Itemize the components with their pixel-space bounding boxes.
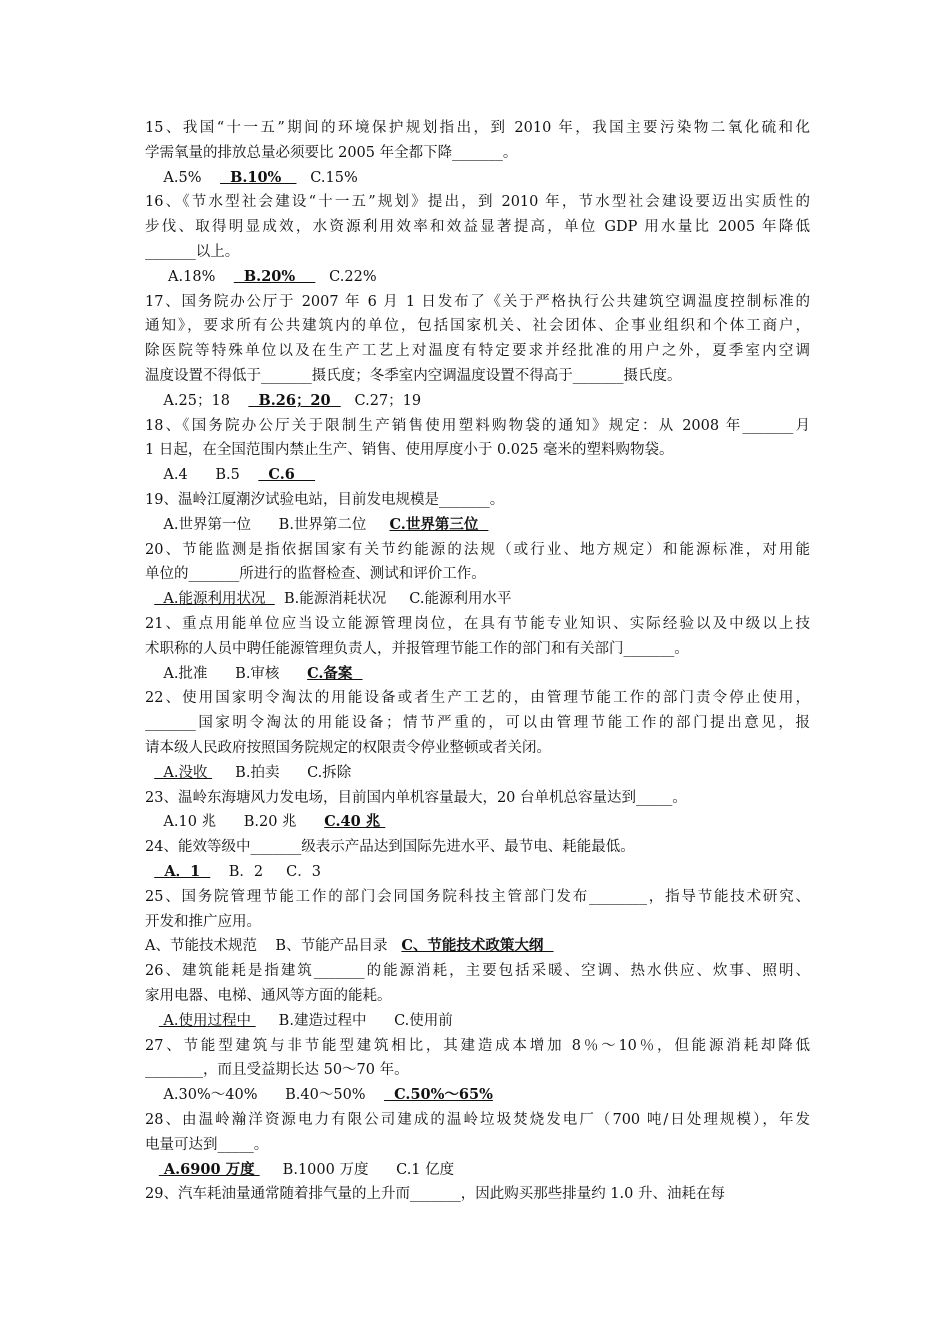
- question-29-line-1: 29、汽车耗油量通常随着排气量的上升而_______，因此购买那些排量约 1.0 升、油耗在每: [145, 1186, 725, 1202]
- answer-option: A.6900 万度: [158, 1161, 260, 1178]
- answer-option: C.50%～65%: [384, 1086, 493, 1103]
- question-19-line-1: 19、温岭江厦潮汐试验电站，目前发电规模是_______。: [145, 492, 505, 508]
- answer-option: A.使用过程中: [158, 1013, 256, 1029]
- question-28-line-2: 电量可达到_____。: [145, 1137, 269, 1153]
- question-22-line-2: _______国家明令淘汰的用能设备；情节严重的，可以由管理节能工作的部门提出意见，报: [145, 715, 810, 731]
- option-text: B.能源消耗状况 C.能源利用水平: [274, 591, 512, 607]
- option-text: A.10 兆 B.20 兆: [145, 814, 325, 830]
- answer-option: C.6: [258, 466, 316, 483]
- question-17-line-3: 除医院等特殊单位以及在生产工艺上对温度有特定要求并经批准的用户之外，夏季室内空调: [145, 343, 810, 359]
- answer-option: A.没收: [154, 765, 213, 781]
- question-22-line-3: 请本级人民政府按照国务院规定的权限责令停业整顿或者关闭。: [145, 740, 551, 756]
- question-25-line-2: 开发和推广应用。: [145, 914, 261, 930]
- question-18-line-2: 1 日起，在全国范围内禁止生产、销售、使用厚度小于 0.025 毫米的塑料购物袋。: [145, 442, 674, 458]
- question-28-options: [145, 1158, 810, 1182]
- option-text: A.批准 B.审核: [145, 666, 308, 682]
- option-text: B.1000 万度 C.1 亿度: [259, 1162, 455, 1178]
- question-22-options: [145, 761, 810, 785]
- question-16-options: [145, 265, 810, 289]
- option-text: A、节能技术规范 B、节能产品目录: [145, 938, 402, 954]
- question-21-line-1: 21、重点用能单位应当设立能源管理岗位，在具有节能专业知识、实际经验以及中级以上技: [145, 616, 810, 632]
- option-text: B．2 C．3: [210, 864, 321, 880]
- option-text: [145, 591, 154, 607]
- question-15-line-2: 学需氧量的排放总量必须要比 2005 年全都下降_______。: [145, 145, 518, 161]
- answer-option: C.世界第三位: [389, 516, 489, 533]
- option-text: [145, 1013, 159, 1029]
- question-27-line-2: ________，而且受益期长达 50～70 年。: [145, 1062, 409, 1078]
- question-18-line-1: 18、《国务院办公厅关于限制生产销售使用塑料购物袋的通知》规定：从 2008 年_______月: [145, 418, 810, 434]
- question-17-line-2: 通知》，要求所有公共建筑内的单位，包括国家机关、社会团体、企事业组织和个体工商户，: [145, 318, 810, 334]
- question-25-options: [145, 934, 810, 958]
- option-text: A.4 B.5: [145, 467, 259, 483]
- question-20-line-1: 20、节能监测是指依据国家有关节约能源的法规（或行业、地方规定）和能源标准，对用能: [145, 542, 810, 558]
- question-28-line-1: 28、由温岭瀚洋资源电力有限公司建成的温岭垃圾焚烧发电厂（700 吨/日处理规模），年发: [145, 1112, 810, 1128]
- question-16-line-2: 步伐、取得明显成效，水资源利用效率和效益显著提高，单位 GDP 用水量比 2005 年降低: [145, 219, 810, 235]
- option-text: A.18%: [145, 269, 234, 285]
- question-17-options: [145, 389, 810, 413]
- question-21-line-2: 术职称的人员中聘任能源管理负责人，并报管理节能工作的部门和有关部门_______。: [145, 641, 689, 657]
- question-27-options: [145, 1083, 810, 1107]
- question-26-line-2: 家用电器、电梯、通风等方面的能耗。: [145, 988, 392, 1004]
- question-26-line-1: 26、建筑能耗是指建筑_______的能源消耗，主要包括采暖、空调、热水供应、炊事、照明、: [145, 963, 810, 979]
- answer-option: A.能源利用状况: [154, 591, 275, 607]
- question-18-options: [145, 463, 810, 487]
- answer-option: B.26；20: [248, 392, 341, 409]
- option-text: A.25；18: [145, 393, 249, 409]
- question-24-options: [145, 860, 810, 884]
- option-text: C.15%: [296, 170, 358, 186]
- question-21-options: [145, 662, 810, 686]
- option-text: [145, 765, 154, 781]
- answer-option: A．1: [154, 863, 211, 880]
- answer-option: B.20%: [233, 268, 316, 285]
- question-16-line-3: _______以上。: [145, 244, 240, 260]
- option-text: A.世界第一位 B.世界第二位: [145, 517, 390, 533]
- question-17-line-1: 17、国务院办公厅于 2007 年 6 月 1 日发布了《关于严格执行公共建筑空调温度控制标准的: [145, 294, 810, 310]
- question-27-line-1: 27、节能型建筑与非节能型建筑相比，其建造成本增加 8％～10％，但能源消耗却降低: [145, 1038, 810, 1054]
- answer-option: C.40 兆: [324, 813, 386, 830]
- question-26-options: [145, 1009, 810, 1033]
- question-20-options: [145, 587, 810, 611]
- question-15-line-1: 15、我国“十一五”期间的环境保护规划指出，到 2010 年，我国主要污染物二氧化硫和化: [145, 120, 810, 136]
- question-16-line-1: 16、《节水型社会建设“十一五”规划》提出，到 2010 年，节水型社会建设要迈出实质性的: [145, 194, 810, 210]
- option-text: A.5%: [145, 170, 220, 186]
- question-23-line-1: 23、温岭东海塘风力发电场，目前国内单机容量最大，20 台单机总容量达到_____。: [145, 790, 687, 806]
- option-text: C.22%: [315, 269, 377, 285]
- question-24-line-1: 24、能效等级中_______级表示产品达到国际先进水平、最节电、耗能最低。: [145, 839, 635, 855]
- question-19-options: [145, 513, 810, 537]
- option-text: B.建造过程中 C.使用前: [255, 1013, 453, 1029]
- option-text: [145, 864, 154, 880]
- question-17-line-4: 温度设置不得低于_______摄氏度；冬季室内空调温度设置不得高于_______摄氏度。: [145, 368, 682, 384]
- question-25-line-1: 25、国务院管理节能工作的部门会同国务院科技主管部门发布________，指导节能技术研究、: [145, 889, 810, 905]
- option-text: A.30%～40% B.40～50%: [145, 1087, 385, 1103]
- question-22-line-1: 22、使用国家明令淘汰的用能设备或者生产工艺的，由管理节能工作的部门责令停止使用，: [145, 690, 810, 706]
- question-20-line-2: 单位的_______所进行的监督检查、测试和评价工作。: [145, 566, 486, 582]
- answer-option: B.10%: [219, 169, 297, 186]
- answer-option: C、节能技术政策大纲: [401, 937, 554, 954]
- option-text: C.27；19: [340, 393, 422, 409]
- option-text: B.拍卖 C.拆除: [212, 765, 352, 781]
- answer-option: C.备案: [307, 665, 363, 682]
- option-text: [145, 1162, 159, 1178]
- question-15-options: [145, 166, 810, 190]
- question-23-options: [145, 810, 810, 834]
